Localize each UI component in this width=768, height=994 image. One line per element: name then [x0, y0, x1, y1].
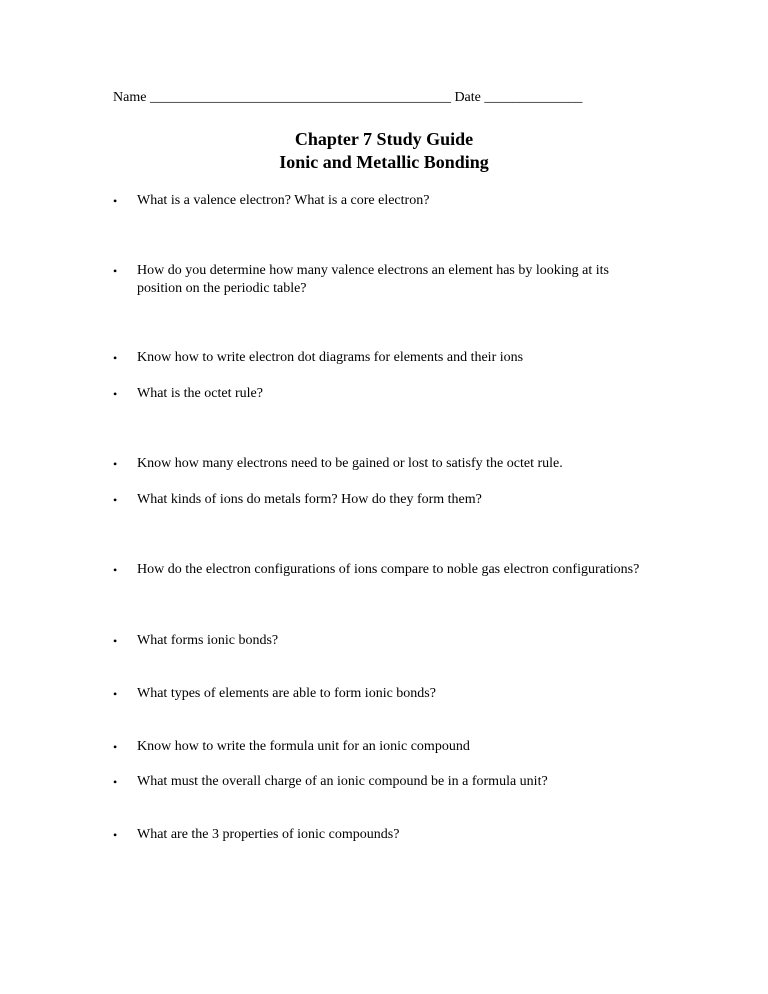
- bullet-icon: •: [113, 351, 118, 365]
- bullet-icon: •: [113, 828, 118, 842]
- question-text: Know how many electrons need to be gained or lost to satisfy the octet rule.: [137, 456, 563, 471]
- question-text: How do the electron configurations of ions compare to noble gas electron configurations?: [137, 562, 640, 577]
- question-text: What is a valence electron? What is a core electron?: [137, 193, 430, 208]
- bullet-icon: •: [113, 264, 118, 278]
- question-text: What must the overall charge of an ionic compound be in a formula unit?: [137, 774, 548, 789]
- name-label: Name: [113, 90, 147, 105]
- question-item: [113, 685, 653, 703]
- question-text: Know how to write the formula unit for an ionic compound: [137, 739, 470, 754]
- question-item: [113, 491, 653, 509]
- bullet-icon: •: [113, 563, 118, 577]
- bullet-icon: •: [113, 775, 118, 789]
- name-date-line: [113, 90, 582, 106]
- question-item: [113, 262, 653, 298]
- question-item: [113, 826, 653, 844]
- question-text: What is the octet rule?: [137, 386, 263, 401]
- question-item: [113, 455, 653, 473]
- name-blank[interactable]: ___________________________________________: [149, 90, 451, 105]
- date-label: Date: [454, 90, 481, 105]
- question-item: [113, 385, 653, 403]
- bullet-icon: •: [113, 493, 118, 507]
- date-blank[interactable]: ______________: [484, 90, 583, 105]
- question-item: [113, 632, 653, 650]
- question-item: [113, 349, 653, 367]
- question-text: What forms ionic bonds?: [137, 633, 279, 648]
- bullet-icon: •: [113, 387, 118, 401]
- question-item: [113, 192, 653, 210]
- question-text: What are the 3 properties of ionic compounds?: [137, 827, 400, 842]
- question-text: Know how to write electron dot diagrams for elements and their ions: [137, 350, 524, 365]
- question-text: What types of elements are able to form ionic bonds?: [137, 686, 436, 701]
- bullet-icon: •: [113, 457, 118, 471]
- question-text: How do you determine how many valence electrons an element has by looking at its position on the periodic table?: [137, 263, 609, 296]
- question-item: [113, 561, 653, 579]
- question-text: What kinds of ions do metals form? How do they form them?: [137, 492, 482, 507]
- question-item: [113, 773, 653, 791]
- bullet-icon: •: [113, 194, 118, 208]
- page-title: Chapter 7 Study Guide: [294, 129, 474, 149]
- bullet-icon: •: [113, 634, 118, 648]
- page-subtitle: Ionic and Metallic Bonding: [279, 152, 489, 172]
- bullet-icon: •: [113, 687, 118, 701]
- bullet-icon: •: [113, 740, 118, 754]
- question-item: [113, 738, 653, 756]
